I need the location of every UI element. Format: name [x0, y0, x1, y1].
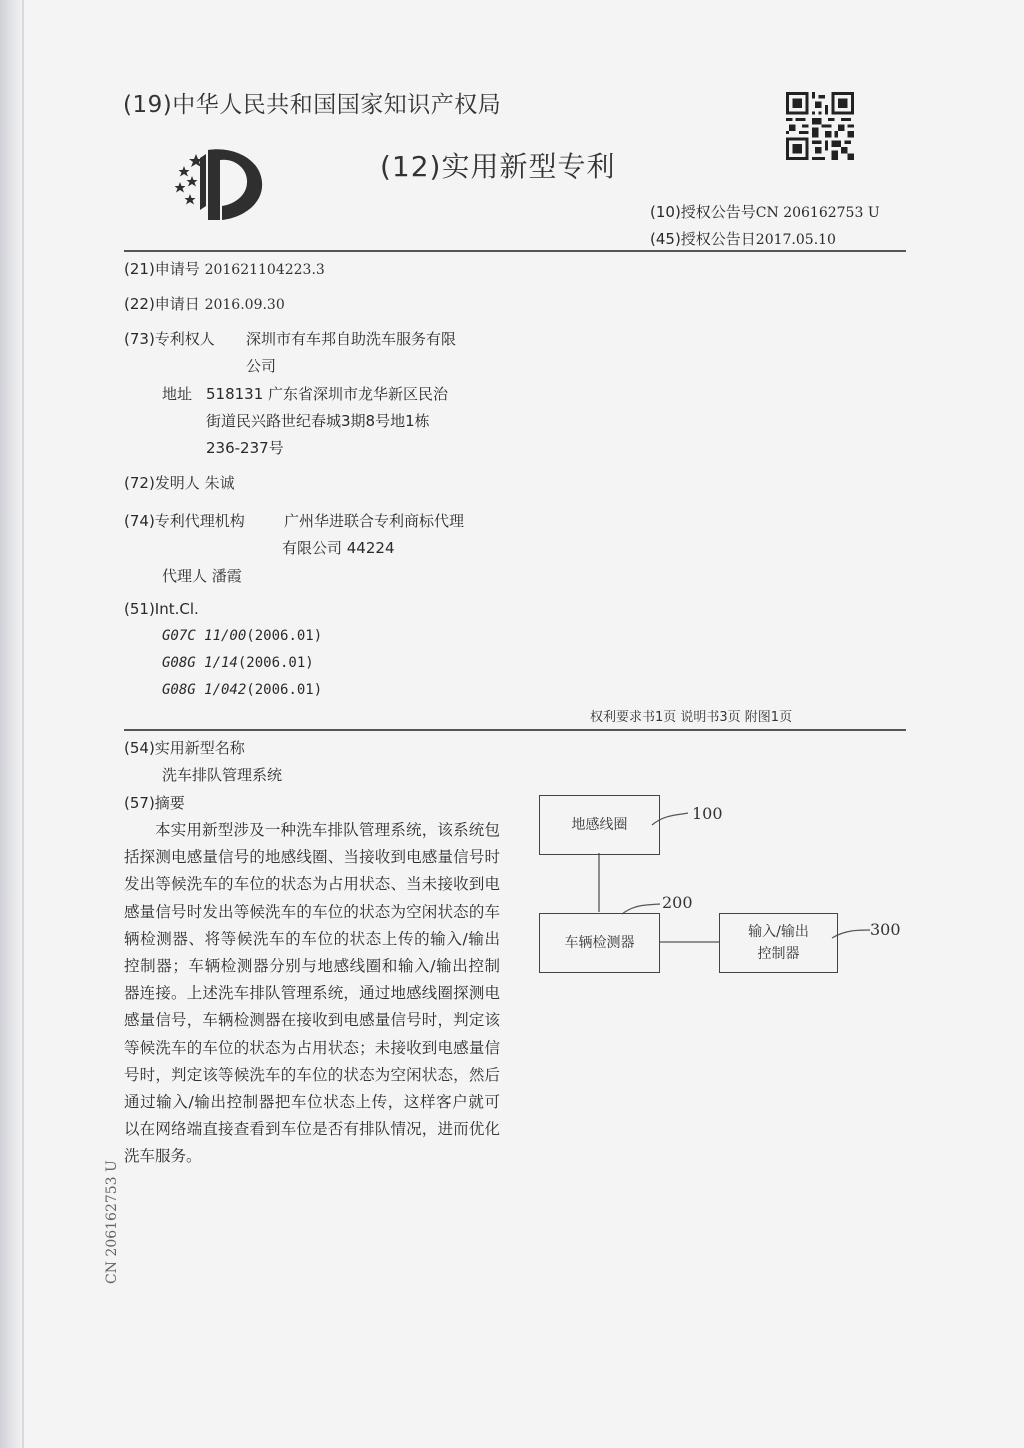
agency-line-2: 有限公司 44224	[282, 539, 395, 557]
address-line-1: 518131 广东省深圳市龙华新区民治	[206, 385, 449, 403]
page-counts: 权利要求书1页 说明书3页 附图1页	[590, 710, 793, 725]
application-number-row	[124, 258, 325, 279]
inventor-label: (72)发明人	[124, 474, 200, 492]
publication-date-row	[650, 228, 836, 249]
filing-date: 2016.09.30	[204, 297, 285, 313]
ipc-code: G08G 1/042	[162, 682, 247, 698]
publication-date-label: (45)授权公告日	[650, 230, 756, 248]
side-publication-number: CN 206162753 U	[104, 1160, 120, 1284]
patentee-label: (73)专利权人	[124, 330, 215, 348]
publication-number-row	[650, 201, 880, 222]
agency-label: (74)专利代理机构	[124, 512, 245, 530]
scan-edge-line	[22, 0, 24, 1448]
ipc-label: (51)Int.Cl.	[124, 600, 199, 618]
sipo-emblem-icon	[170, 144, 270, 222]
address-line-2: 街道民兴路世纪春城3期8号地1栋	[206, 412, 430, 430]
diagram-box-ground-coil: 地感线圈	[539, 795, 660, 855]
filing-date-label: (22)申请日	[124, 295, 200, 313]
authority-heading: (19)中华人民共和国国家知识产权局	[123, 92, 502, 118]
ipc-code: G08G 1/14	[162, 655, 238, 671]
inventor-row	[124, 472, 235, 493]
title-label: (54)实用新型名称	[124, 739, 245, 757]
reference-numeral: 200	[662, 893, 693, 912]
reference-numeral: 100	[692, 804, 723, 823]
ipc-year: (2006.01)	[246, 628, 323, 644]
abstract-text: 本实用新型涉及一种洗车排队管理系统，该系统包括探测电感量信号的地感线圈、当接收到电感量信号时发出等候洗车的车位的状态为占用状态、当未接收到电感量信号时发出等候洗车的车位的状态为空闲状态的车辆检测器、将等候洗车的车位的状态上传的输入/输出控制器；车辆检测器分别与地感线圈和输入/输出控制器连接。上述洗车排队管理系统，通过地感线圈探测电感量信号，车辆检测器在接收到电感量信号时，判定该等候洗车的车位的状态为占用状态；未接收到电感量信号时，判定该等候洗车的车位的状态为空闲状态，然后通过输入/输出控制器把车位状态上传，这样客户就可以在网络端直接查看到车位是否有排队情况，进而优化洗车服务。	[124, 821, 500, 1166]
top-divider	[124, 250, 906, 252]
ipc-entry	[162, 628, 322, 644]
utility-model-title: 洗车排队管理系统	[162, 766, 283, 784]
address-label: 地址	[162, 385, 193, 403]
ipc-code: G07C 11/00	[162, 628, 247, 644]
patentee-line-2: 公司	[246, 357, 277, 375]
abstract-label: (57)摘要	[124, 794, 185, 812]
application-number-label: (21)申请号	[124, 260, 200, 278]
document-type: (12)实用新型专利	[380, 150, 616, 183]
agent-row	[162, 565, 242, 586]
diagram-box-io-line-2: 控制器	[757, 946, 800, 962]
ipc-entry	[162, 682, 322, 698]
publication-number-label: (10)授权公告号	[650, 203, 756, 221]
diagram-box-io-line-1: 输入/输出	[748, 924, 809, 940]
scan-edge	[0, 0, 22, 1448]
middle-divider	[124, 729, 906, 731]
publication-number: CN 206162753 U	[755, 205, 880, 221]
agent-label: 代理人	[162, 567, 208, 585]
ipc-year: (2006.01)	[237, 655, 314, 671]
application-number: 201621104223.3	[204, 262, 325, 278]
qr-code-icon	[786, 92, 854, 160]
agency-line-1: 广州华进联合专利商标代理	[284, 512, 465, 530]
patentee-line-1: 深圳市有车邦自助洗车服务有限	[246, 330, 457, 348]
diagram-box-io-controller	[719, 913, 838, 973]
diagram-box-vehicle-detector: 车辆检测器	[539, 913, 660, 973]
filing-date-row	[124, 293, 285, 314]
address-line-3: 236-237号	[206, 439, 284, 457]
agent-name: 潘霞	[211, 567, 242, 585]
reference-numeral: 300	[870, 920, 901, 939]
ipc-entry	[162, 655, 314, 671]
ipc-year: (2006.01)	[246, 682, 323, 698]
inventor-name: 朱诚	[204, 474, 235, 492]
publication-date: 2017.05.10	[755, 232, 836, 248]
